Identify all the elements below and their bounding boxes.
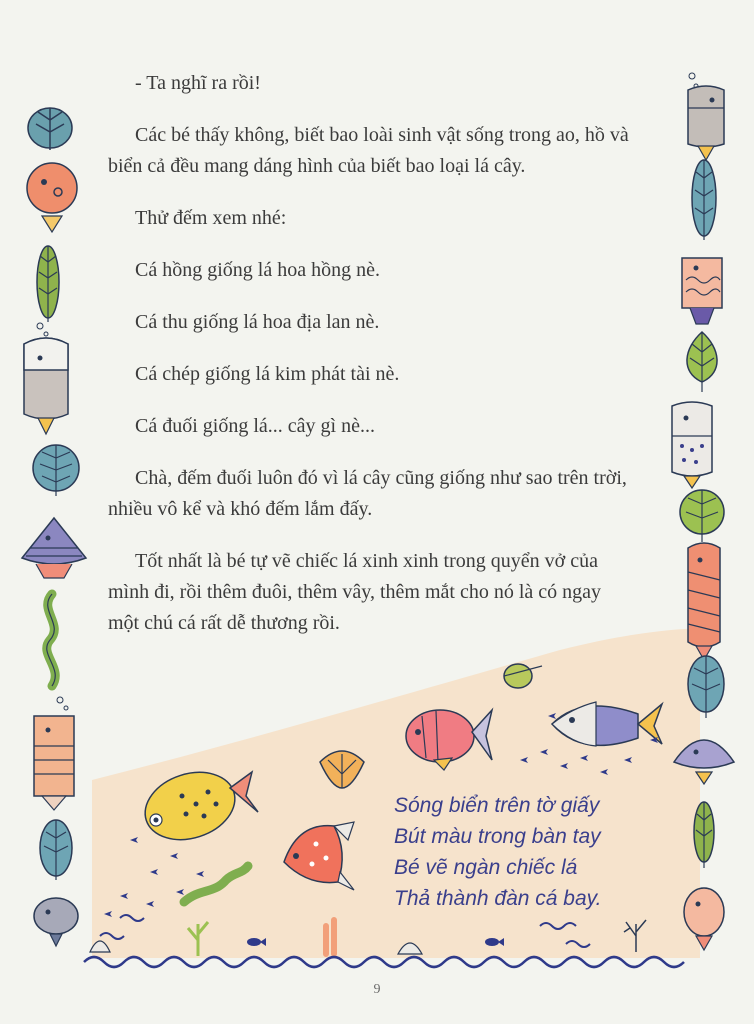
teal-leaf-icon <box>28 108 72 150</box>
poem-line: Sóng biển trên tờ giấy <box>394 794 600 817</box>
poem <box>394 790 694 914</box>
paragraph: Tốt nhất là bé tự vẽ chiếc lá xinh xinh trong quyển vở của mình đi, rồi thêm đuôi, thêm vây, thêm mắt cho nó là có ngay một chú cá rất dễ thương rồi. <box>108 550 602 634</box>
green-round-leaf-icon <box>680 490 724 542</box>
green-tree-leaf-icon <box>687 332 717 392</box>
teal-round-leaf-icon <box>33 445 79 496</box>
salmon-striped-fish-icon <box>688 543 720 660</box>
grey-top-fish-icon <box>688 86 724 160</box>
puffer-fish-icon <box>27 163 77 232</box>
paragraph: Thử đếm xem nhé: <box>135 207 287 229</box>
paragraph: Các bé thấy không, biết bao loài sinh vật sống trong ao, hồ và biển cả đều mang dáng hình của biết bao loại lá cây. <box>108 124 629 177</box>
purple-fish-icon <box>22 518 86 578</box>
seaweed-icon <box>47 594 55 686</box>
paragraph: Cá hồng giống lá hoa hồng nè. <box>135 259 380 281</box>
grey-fish-icon <box>24 338 68 434</box>
grey-round-fish-icon <box>34 898 78 946</box>
green-leaf-icon <box>37 246 59 322</box>
orange-fish-icon <box>34 716 74 810</box>
teal-leaf-small-icon <box>40 820 72 880</box>
long-teal-leaf-icon <box>692 160 716 240</box>
page-number: 9 <box>373 982 381 997</box>
paragraph: - Ta nghĩ ra rồi! <box>135 72 261 94</box>
poem-line: Bút màu trong bàn tay <box>394 825 601 848</box>
story-text <box>108 68 636 660</box>
left-border-decoration <box>22 108 86 946</box>
poem-line: Bé vẽ ngàn chiếc lá <box>394 856 578 879</box>
poem-line: Thả thành đàn cá bay. <box>394 887 602 910</box>
pink-box-fish-icon <box>682 258 722 324</box>
paragraph: Cá chép giống lá kim phát tài nè. <box>135 363 400 385</box>
bottom-wave-line <box>84 957 684 967</box>
paragraph: Cá thu giống lá hoa địa lan nè. <box>135 311 380 333</box>
paragraph: Chà, đếm đuối luôn đó vì lá cây cũng giống như sao trên trời, nhiều vô kể và khó đếm lắm đấy. <box>108 467 627 520</box>
white-dotted-fish-icon <box>672 402 712 488</box>
paragraph: Cá đuối giống lá... cây gì nè... <box>135 415 375 437</box>
